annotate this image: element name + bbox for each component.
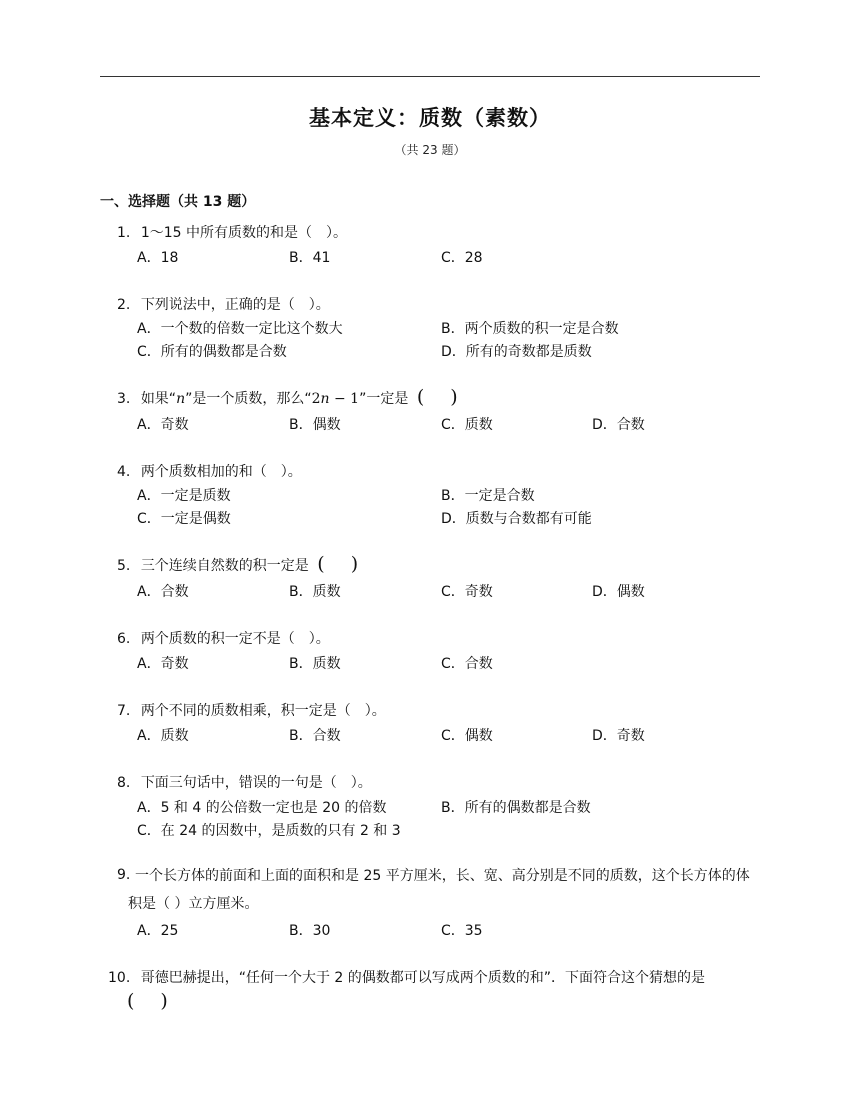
section-heading: 一、选择题（共 13 题） [100, 194, 256, 210]
option-c[interactable]: C．28 [441, 250, 483, 266]
option-c[interactable]: C．35 [441, 923, 483, 939]
answer-blank: ( ) [317, 553, 359, 575]
option-d[interactable]: D．偶数 [592, 584, 645, 600]
question-number: 7. [117, 703, 131, 719]
question-text: 三个连续自然数的积一定是 [140, 558, 309, 574]
option-d[interactable]: D．合数 [592, 417, 645, 433]
question-number: 5. [117, 558, 131, 574]
math-expression: 2𝑛 − 1 [311, 391, 360, 407]
question-number: 9. [117, 867, 131, 883]
question-number: 6. [117, 631, 131, 647]
question-number: 2. [117, 297, 131, 313]
question-number: 10. [108, 970, 131, 986]
option-b[interactable]: B．质数 [289, 584, 341, 600]
option-b[interactable]: B．41 [289, 250, 331, 266]
question-text: 两个质数的积一定不是（ ）。 [140, 631, 330, 647]
question-number: 3. [117, 391, 131, 407]
question-number: 1. [117, 225, 131, 241]
question-text: 两个不同的质数相乘，积一定是（ ）。 [140, 703, 386, 719]
option-b[interactable]: B．合数 [289, 728, 341, 744]
option-c[interactable]: C．一定是偶数 [137, 511, 231, 527]
option-a[interactable]: A．18 [137, 250, 179, 266]
option-d[interactable]: D．奇数 [592, 728, 645, 744]
question-text-pre: 如果“ [140, 391, 177, 407]
option-d[interactable]: D．所有的奇数都是质数 [441, 344, 592, 360]
question-text: 两个质数相加的和（ ）。 [140, 464, 302, 480]
option-b[interactable]: B．一定是合数 [441, 488, 535, 504]
question-text: 下面三句话中，错误的一句是（ ）。 [140, 775, 372, 791]
question-text-mid: ”是一个质数，那么“ [185, 391, 312, 407]
question-text: 一个长方体的前面和上面的面积和是 25 平方厘米，长、宽、高分别是不同的质数，这个长方体的体积是（ ）立方厘米。 [128, 868, 750, 912]
question-number: 4. [117, 464, 131, 480]
option-b[interactable]: B．30 [289, 923, 331, 939]
question-text: 哥德巴赫提出，“任何一个大于 2 的偶数都可以写成两个质数的和”．下面符合这个猜想的是 [140, 970, 706, 986]
answer-blank: ( ) [127, 990, 168, 1012]
option-a[interactable]: A．一定是质数 [137, 488, 231, 504]
option-a[interactable]: A．奇数 [137, 656, 189, 672]
option-a[interactable]: A．一个数的倍数一定比这个数大 [137, 321, 343, 337]
option-b[interactable]: B．质数 [289, 656, 341, 672]
math-variable: n [176, 391, 186, 407]
question-text-post: ”一定是 [359, 391, 409, 407]
option-b[interactable]: B．两个质数的积一定是合数 [441, 321, 619, 337]
question-text: 1～15 中所有质数的和是（ ）。 [140, 225, 347, 241]
option-a[interactable]: A．5 和 4 的公倍数一定也是 20 的倍数 [137, 800, 387, 816]
question-number: 8. [117, 775, 131, 791]
answer-blank: ( ) [416, 386, 458, 408]
option-b[interactable]: B．偶数 [289, 417, 341, 433]
option-c[interactable]: C．偶数 [441, 728, 493, 744]
question-text: 下列说法中，正确的是（ ）。 [140, 297, 330, 313]
page-subtitle: （共 23 题） [394, 143, 466, 157]
option-c[interactable]: C．在 24 的因数中，是质数的只有 2 和 3 [137, 823, 401, 839]
option-c[interactable]: C．所有的偶数都是合数 [137, 344, 287, 360]
option-c[interactable]: C．合数 [441, 656, 493, 672]
option-a[interactable]: A．25 [137, 923, 179, 939]
option-a[interactable]: A．合数 [137, 584, 189, 600]
option-c[interactable]: C．质数 [441, 417, 493, 433]
option-d[interactable]: D．质数与合数都有可能 [441, 511, 592, 527]
option-c[interactable]: C．奇数 [441, 584, 493, 600]
page-title: 基本定义：质数（素数） [309, 106, 551, 130]
option-b[interactable]: B．所有的偶数都是合数 [441, 800, 591, 816]
top-rule [100, 76, 760, 77]
option-a[interactable]: A．奇数 [137, 417, 189, 433]
option-a[interactable]: A．质数 [137, 728, 189, 744]
